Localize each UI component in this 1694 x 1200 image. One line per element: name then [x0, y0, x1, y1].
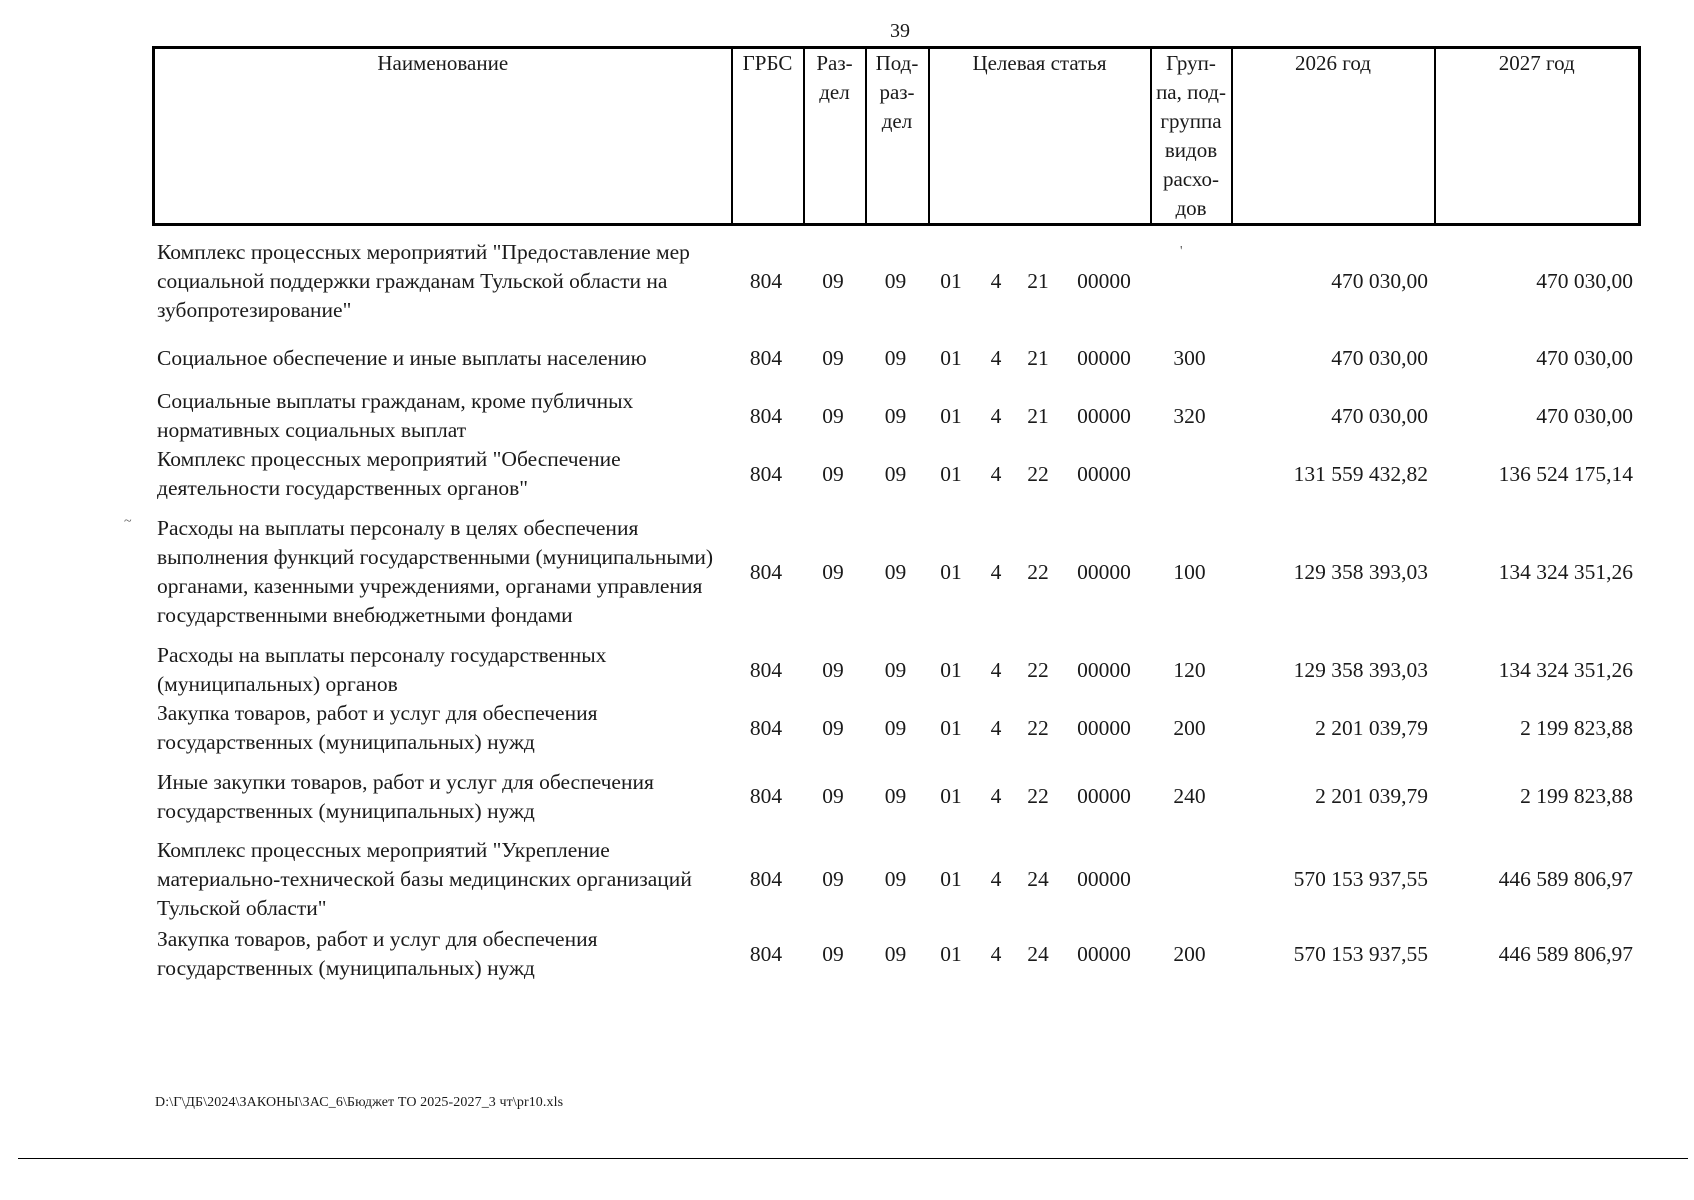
table-cell-grbs: 804 — [749, 403, 783, 428]
table-cell-2026: 470 030,00 — [1331, 403, 1428, 428]
table-cell-target-complex: 22 — [1027, 559, 1049, 584]
table-cell-razdel: 09 — [822, 715, 844, 740]
header-razdel: Раз- дел — [804, 48, 866, 225]
table-cell-podrazdel: 09 — [884, 867, 907, 891]
table-cell-target-direction: 00000 — [1077, 715, 1131, 740]
table-cell-expense-group: 100 — [1173, 559, 1206, 584]
table-row — [152, 923, 1638, 985]
table-cell-2027: 2 199 823,88 — [1520, 784, 1633, 808]
table-cell-target-program: 01 — [940, 867, 962, 891]
table-cell-name: Социальные выплаты гражданам, кроме публичных нормативных социальных выплат — [157, 389, 634, 442]
table-cell-target-program: 01 — [940, 715, 962, 740]
table-cell-name: Комплекс процессных мероприятий "Укрепление материально-технической базы медицинских организаций Тульской области" — [157, 838, 692, 920]
table-cell-target-type: 4 — [990, 345, 1002, 370]
table-cell-target-direction: 00000 — [1077, 403, 1131, 428]
table-cell-name: Социальное обеспечение и иные выплаты населению — [157, 345, 647, 370]
table-cell-podrazdel: 09 — [884, 269, 907, 293]
table-cell-grbs: 804 — [749, 657, 783, 682]
page-number: 39 — [890, 20, 910, 42]
divider — [18, 1158, 1688, 1159]
table-cell-grbs: 804 — [749, 345, 783, 370]
table-cell-target-complex: 22 — [1027, 715, 1049, 740]
table-row — [152, 445, 1638, 503]
header-target-article: Целевая статья — [929, 48, 1151, 225]
table-cell-2027: 136 524 175,14 — [1498, 461, 1633, 486]
table-cell-target-program: 01 — [940, 784, 962, 808]
table-cell-2026: 470 030,00 — [1331, 345, 1428, 370]
table-cell-target-direction: 00000 — [1077, 867, 1131, 891]
table-cell-2027: 470 030,00 — [1536, 403, 1633, 428]
table-row — [152, 503, 1638, 641]
table-cell-razdel: 09 — [822, 657, 844, 682]
table-cell-grbs: 804 — [749, 784, 783, 808]
table-cell-2026: 470 030,00 — [1331, 269, 1428, 293]
table-body — [152, 234, 1638, 985]
table-cell-grbs: 804 — [749, 867, 783, 891]
table-cell-target-direction: 00000 — [1077, 269, 1131, 293]
table-cell-2026: 129 358 393,03 — [1293, 657, 1428, 682]
table-cell-2027: 470 030,00 — [1536, 345, 1633, 370]
table-cell-podrazdel: 09 — [884, 941, 907, 966]
table-cell-target-complex: 22 — [1027, 461, 1049, 486]
table-cell-target-type: 4 — [990, 715, 1002, 740]
table-cell-target-type: 4 — [990, 941, 1002, 966]
table-cell-expense-group — [1149, 234, 1230, 329]
table-cell-target-type: 4 — [990, 867, 1002, 891]
table-row — [152, 387, 1638, 445]
table-cell-2027: 446 589 806,97 — [1498, 941, 1633, 966]
table-cell-2027: 134 324 351,26 — [1498, 657, 1633, 682]
table-cell-target-program: 01 — [940, 461, 962, 486]
table-cell-name: Расходы на выплаты персоналу в целях обеспечения выполнения функций государственными (муниципальными) органами, казенными учреждениями, органами управления государственными внебюджетными фондами — [157, 516, 714, 627]
stray-mark: ' — [1180, 244, 1183, 259]
table-row — [152, 234, 1638, 329]
table-cell-razdel: 09 — [822, 867, 844, 891]
table-cell-expense-group — [1149, 836, 1230, 923]
table-cell-target-program: 01 — [940, 657, 962, 682]
table-cell-2027: 134 324 351,26 — [1498, 559, 1633, 584]
header-year-2026: 2026 год — [1232, 48, 1435, 225]
table-cell-razdel: 09 — [822, 345, 844, 370]
table-cell-expense-group: 200 — [1173, 941, 1206, 966]
table-cell-target-type: 4 — [990, 269, 1002, 293]
table-cell-podrazdel: 09 — [884, 559, 907, 584]
table-cell-podrazdel: 09 — [884, 461, 907, 486]
table-cell-grbs: 804 — [749, 715, 783, 740]
table-cell-target-complex: 21 — [1027, 269, 1049, 293]
table-cell-target-complex: 21 — [1027, 403, 1049, 428]
table-cell-expense-group: 320 — [1173, 403, 1206, 428]
table-cell-name: Комплекс процессных мероприятий "Предоставление мер социальной поддержки гражданам Тульской области на зубопротезирование" — [157, 240, 690, 322]
table-cell-expense-group: 120 — [1173, 657, 1206, 682]
table-cell-podrazdel: 09 — [884, 657, 907, 682]
table-cell-2027: 2 199 823,88 — [1520, 715, 1633, 740]
table-cell-target-type: 4 — [990, 657, 1002, 682]
header-name: Наименование — [154, 48, 732, 225]
table-cell-target-program: 01 — [940, 559, 962, 584]
table-cell-2026: 570 153 937,55 — [1293, 867, 1428, 891]
table-cell-razdel: 09 — [822, 784, 844, 808]
table-cell-2027: 446 589 806,97 — [1498, 867, 1633, 891]
table-cell-name: Закупка товаров, работ и услуг для обеспечения государственных (муниципальных) нужд — [157, 927, 598, 980]
header-expense-group: Груп- па, под- группа видов расхо- дов — [1151, 48, 1232, 225]
table-cell-target-program: 01 — [940, 345, 962, 370]
table-cell-razdel: 09 — [822, 461, 844, 486]
table-cell-podrazdel: 09 — [884, 784, 907, 808]
table-cell-name: Комплекс процессных мероприятий "Обеспечение деятельности государственных органов" — [157, 447, 621, 500]
table-cell-target-type: 4 — [990, 461, 1002, 486]
table-cell-podrazdel: 09 — [884, 715, 907, 740]
table-cell-target-program: 01 — [940, 403, 962, 428]
table-cell-target-direction: 00000 — [1077, 657, 1131, 682]
table-cell-2026: 129 358 393,03 — [1293, 559, 1428, 584]
table-cell-razdel: 09 — [822, 403, 844, 428]
table-cell-target-direction: 00000 — [1077, 559, 1131, 584]
table-header — [152, 46, 1641, 226]
table-cell-razdel: 09 — [822, 269, 844, 293]
table-cell-target-direction: 00000 — [1077, 941, 1131, 966]
table-cell-target-complex: 22 — [1027, 657, 1049, 682]
header-podrazdel: Под- раз- дел — [866, 48, 929, 225]
table-cell-target-program: 01 — [940, 941, 962, 966]
table-cell-name: Закупка товаров, работ и услуг для обеспечения государственных (муниципальных) нужд — [157, 701, 598, 754]
table-cell-target-type: 4 — [990, 784, 1002, 808]
table-cell-name: Иные закупки товаров, работ и услуг для обеспечения государственных (муниципальных) нужд — [157, 769, 654, 823]
table-cell-grbs: 804 — [749, 559, 783, 584]
table-row — [152, 329, 1638, 387]
table-cell-grbs: 804 — [749, 941, 783, 966]
budget-table — [152, 234, 1638, 985]
table-row — [152, 641, 1638, 699]
table-cell-2026: 2 201 039,79 — [1315, 715, 1428, 740]
table-cell-expense-group: 300 — [1173, 345, 1206, 370]
table-cell-expense-group: 240 — [1173, 784, 1206, 808]
table-cell-2026: 2 201 039,79 — [1315, 784, 1428, 808]
table-cell-target-type: 4 — [990, 559, 1002, 584]
table-cell-podrazdel: 09 — [884, 345, 907, 370]
table-cell-razdel: 09 — [822, 941, 844, 966]
table-row — [152, 836, 1638, 923]
table-cell-target-complex: 22 — [1027, 784, 1049, 808]
table-cell-target-direction: 00000 — [1077, 461, 1131, 486]
table-cell-target-direction: 00000 — [1077, 345, 1131, 370]
table-cell-grbs: 804 — [749, 269, 783, 293]
table-cell-podrazdel: 09 — [884, 403, 907, 428]
table-row — [152, 757, 1638, 836]
table-cell-target-program: 01 — [940, 269, 962, 293]
header-grbs: ГРБС — [732, 48, 804, 225]
file-path: D:\Г\ДБ\2024\ЗАКОНЫ\ЗАС_6\Бюджет ТО 2025-2027_3 чт\pr10.xls — [155, 1095, 564, 1110]
table-cell-2026: 570 153 937,55 — [1293, 941, 1428, 966]
table-cell-target-complex: 24 — [1027, 941, 1049, 966]
table-cell-target-type: 4 — [990, 403, 1002, 428]
stray-mark: ~ — [124, 514, 132, 529]
table-cell-grbs: 804 — [749, 461, 783, 486]
table-cell-expense-group — [1149, 445, 1230, 503]
table-cell-2027: 470 030,00 — [1536, 269, 1633, 293]
table-cell-target-complex: 24 — [1027, 867, 1049, 891]
table-cell-name: Расходы на выплаты персоналу государственных (муниципальных) органов — [157, 643, 607, 696]
table-cell-target-direction: 00000 — [1077, 784, 1131, 808]
table-row — [152, 699, 1638, 757]
table-cell-razdel: 09 — [822, 559, 844, 584]
table-cell-2026: 131 559 432,82 — [1293, 461, 1428, 486]
table-cell-target-complex: 21 — [1027, 345, 1049, 370]
header-year-2027: 2027 год — [1435, 48, 1640, 225]
table-cell-expense-group: 200 — [1173, 715, 1206, 740]
